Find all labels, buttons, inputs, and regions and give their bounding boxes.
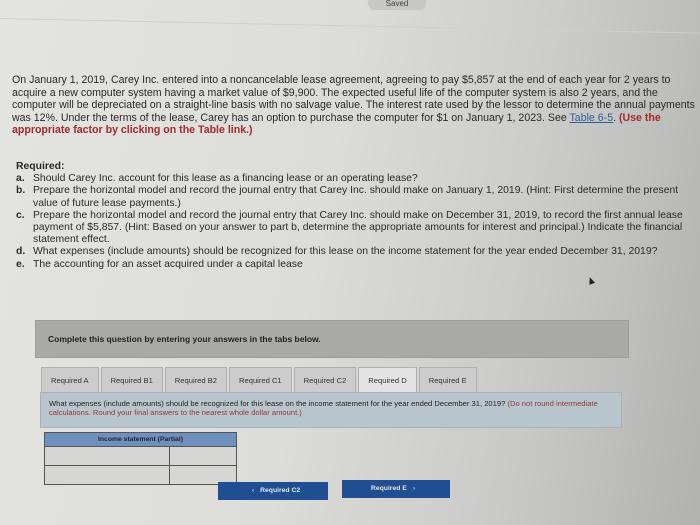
item-letter: e.: [16, 258, 25, 270]
intro-punct: .: [613, 111, 619, 124]
expense-label-cell[interactable]: [45, 466, 170, 485]
tab-required-c2[interactable]: Required C2: [294, 367, 357, 395]
prev-required-c2-button[interactable]: [218, 482, 328, 500]
tab-required-a[interactable]: Required A: [41, 367, 99, 395]
question-note: (Do not round intermediate calculations. Round your final answers to the nearest whole dollar amount.): [49, 399, 598, 417]
item-text: The accounting for an asset acquired under a capital lease: [33, 258, 303, 270]
item-text: Should Carey Inc. account for this lease as a financing lease or an operating lease?: [33, 173, 418, 185]
tab-required-c1[interactable]: Required C1: [229, 367, 292, 395]
expense-amount-input-1[interactable]: [170, 448, 236, 466]
intro-instruction: (Use the appropriate factor by clicking on the Table link.): [12, 111, 661, 137]
required-item-b: [16, 185, 700, 209]
item-letter: d.: [16, 246, 26, 258]
required-list: [16, 161, 700, 271]
answer-tabs: [41, 367, 479, 395]
expense-label-input-1[interactable]: [45, 448, 169, 466]
prev-label: Required C2: [260, 487, 301, 494]
table-row: [45, 466, 237, 485]
question-box: [40, 392, 622, 428]
panel-instruction: Complete this question by entering your answers in the tabs below.: [48, 334, 321, 344]
required-item-a: [16, 173, 700, 185]
required-heading: Required:: [16, 161, 65, 172]
income-statement-table: [44, 432, 237, 485]
required-item-d: [16, 246, 700, 258]
mouse-cursor-icon: [587, 276, 595, 285]
problem-intro: [12, 74, 700, 137]
table-6-5-link[interactable]: Table 6-5: [569, 111, 614, 124]
expense-amount-cell[interactable]: [170, 447, 237, 466]
screen-edge-line: [0, 18, 700, 34]
intro-text: On January 1, 2019, Carey Inc. entered into a noncancelable lease agreement, agreeing to pay $5,857 at the end of each year for 2 years to acquire a new computer system having a market value of $9,900. The expected useful life of the computer system is also 2 years, and the computer will be depreciated on a straight-line basis with no salvage value. The interest rate used by the lessor to determine the annual payments was 12%. Under the terms of the lease, Carey has an option to purchase the computer for $1 on January 1, 2023. See: [12, 74, 695, 124]
required-item-c: [16, 210, 700, 247]
instruction-panel: [35, 320, 629, 358]
tab-required-e[interactable]: Required E: [419, 367, 477, 395]
expense-label-input-2[interactable]: [45, 467, 169, 485]
item-text: Prepare the horizontal model and record the journal entry that Carey Inc. should make on December 31, 2019, to record the first annual lease payment of $5,857. (Hint: Based on your answer to part b, determine the appropriate amounts for interest and principal.) Indicate the financial statement effect.: [33, 209, 683, 246]
next-required-e-button[interactable]: [342, 480, 450, 498]
item-text: What expenses (include amounts) should be recognized for this lease on the income statement for the year ended December 31, 2019?: [33, 246, 658, 258]
next-label: Required E: [370, 485, 407, 492]
item-letter: c.: [16, 209, 25, 221]
tab-required-b2[interactable]: Required B2: [165, 367, 227, 395]
saved-status-badge: Saved: [368, 0, 426, 10]
question-text: What expenses (include amounts) should be recognized for this lease on the income statement for the year ended December 31, 2019?: [49, 399, 508, 408]
income-statement-header: Income statement (Partial): [45, 433, 237, 447]
expense-label-cell[interactable]: [45, 447, 170, 466]
required-item-e: [16, 259, 700, 271]
table-row: [45, 447, 237, 466]
tab-required-d[interactable]: Required D: [358, 367, 416, 395]
tab-required-b1[interactable]: Required B1: [101, 367, 163, 395]
item-letter: a.: [16, 173, 25, 185]
chevron-left-icon: ‹: [251, 487, 255, 494]
item-letter: b.: [16, 185, 26, 197]
item-text: Prepare the horizontal model and record the journal entry that Carey Inc. should make on January 1, 2019. (Hint: First determine the present value of future lease payments.): [33, 185, 679, 209]
chevron-right-icon: ›: [412, 485, 416, 492]
